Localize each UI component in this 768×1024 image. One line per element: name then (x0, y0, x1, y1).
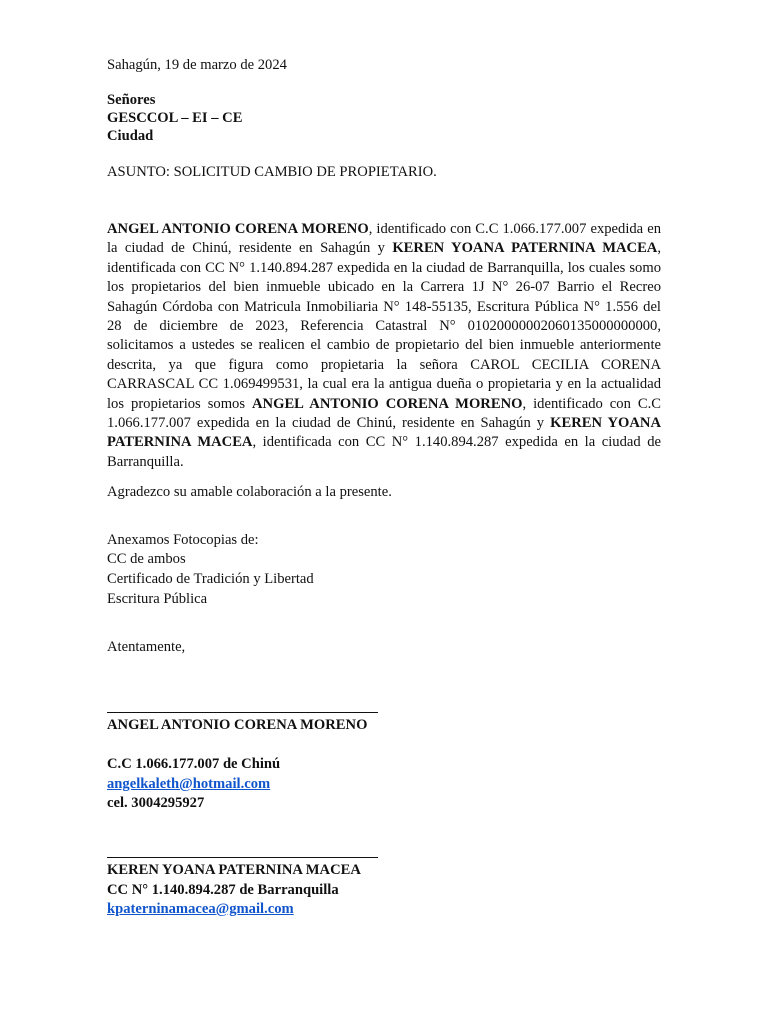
body-text-3: , identificado con C.C 1.066.177.007 expedida en la ciudad de Chinú, residente en Sahagún y (107, 395, 661, 432)
recipient-city: Ciudad (107, 128, 154, 144)
signer1-email-link[interactable]: angelkaleth@hotmail.com (107, 776, 271, 792)
signer1-email-wrap (107, 775, 270, 793)
body-text-4: , identificada con CC N° 1.140.894.287 expedida en la ciudad de Barranquilla. (107, 434, 661, 470)
body-text-1: , identificado con C.C 1.066.177.007 expedida en la ciudad de Chinú, residente en Sahagún y (107, 221, 661, 257)
recipient-salutation: Señores (107, 92, 156, 108)
annex-item: Escritura Pública (107, 591, 208, 607)
annex-item: CC de ambos (107, 551, 186, 567)
signer1-phone: cel. 3004295927 (107, 795, 205, 811)
signer1-name: ANGEL ANTONIO CORENA MORENO (107, 717, 368, 733)
signer1-id: C.C 1.066.177.007 de Chinú (107, 756, 281, 772)
subject-line: ASUNTO: SOLICITUD CAMBIO DE PROPIETARIO. (107, 164, 437, 180)
signer2-name: KEREN YOANA PATERNINA MACEA (107, 862, 361, 878)
signer2-id: CC N° 1.140.894.287 de Barranquilla (107, 882, 339, 898)
thanks-line: Agradezco su amable colaboración a la presente. (107, 484, 392, 500)
annex-item: Certificado de Tradición y Libertad (107, 571, 314, 587)
letter-body (107, 220, 661, 472)
body-name-4: KEREN YOANA PATERNINA MACEA (107, 415, 661, 451)
signature-line-1 (107, 712, 378, 713)
signer2-email-link[interactable]: kpaterninamacea@gmail.com (107, 901, 294, 917)
signature-line-2 (107, 857, 378, 858)
body-name-1: ANGEL ANTONIO CORENA MORENO (107, 221, 369, 237)
closing: Atentamente, (107, 639, 186, 655)
place-date: Sahagún, 19 de marzo de 2024 (107, 57, 287, 73)
body-text-2: , identificada con CC N° 1.140.894.287 expedida en la ciudad de Barranquilla, los cuales somo los propietarios del bien inmueble ubicado en la Carrera 1J N° 26-07 Barrio el Recreo Sahagún Córdoba con Matricula Inmobiliaria N° 148-55135, Escritura Pública N° 1.556 del 28 de diciembre de 2023, Referencia Catastral N° 01020000002060135000000000, solicitamos a ustedes se realicen el cambio de propietario del bien inmueble anteriormente descrita, ya que figura como propietaria la señora CAROL CECILIA CORENA CARRASCAL CC 1.069499531, la cual era la antigua dueña o propietaria y en la actualidad los propietarios somos (107, 240, 661, 412)
body-name-3: ANGEL ANTONIO CORENA MORENO (252, 395, 523, 412)
signer2-email-wrap (107, 900, 294, 918)
recipient-company: GESCCOL – EI – CE (107, 110, 243, 126)
body-name-2: KEREN YOANA PATERNINA MACEA (392, 240, 658, 257)
annex-title: Anexamos Fotocopias de: (107, 532, 259, 548)
